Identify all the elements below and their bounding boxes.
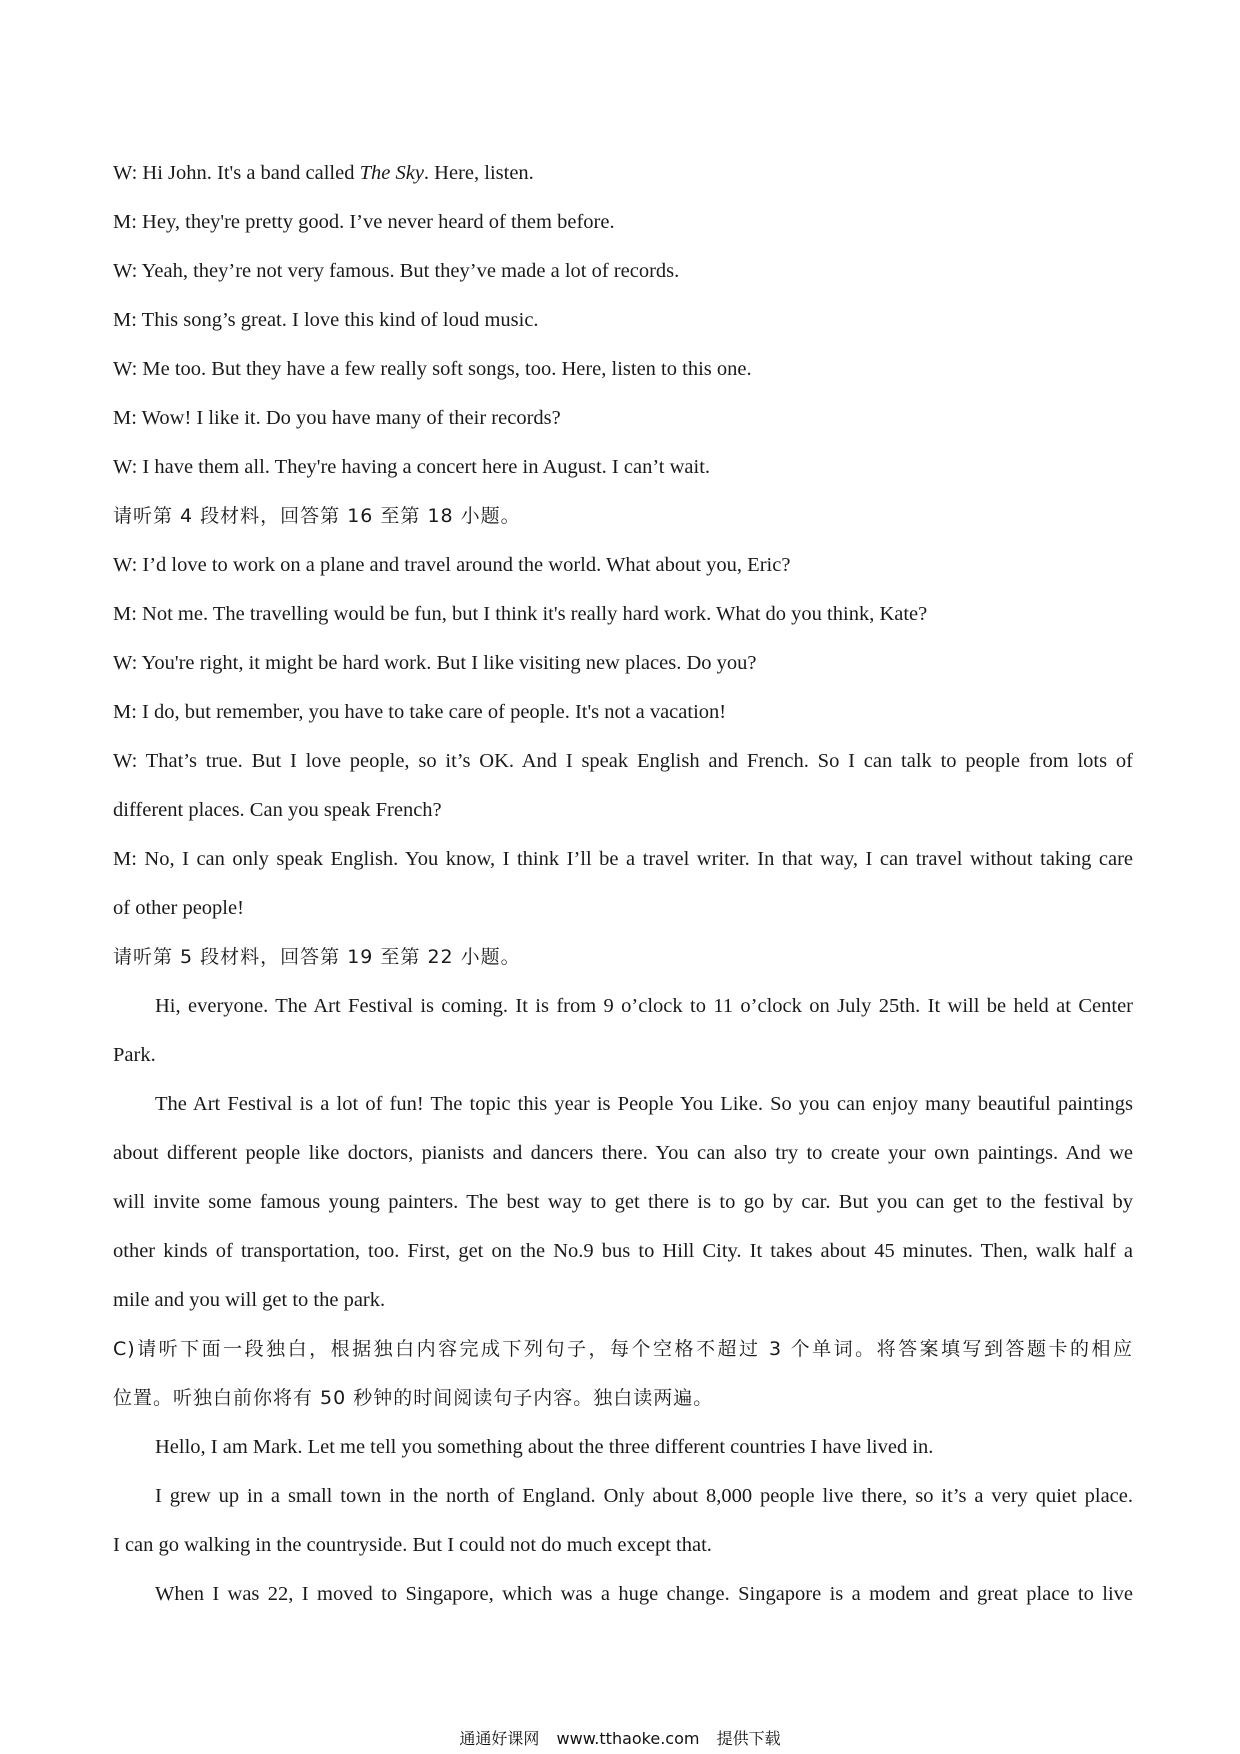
dialogue-line [113,158,1133,188]
part-c-instructions: C)请听下面一段独白，根据独白内容完成下列句子，每个空格不超过 3 个单词。将答案填写到答题卡的相应 [113,1338,1133,1360]
page-footer [0,1726,1240,1749]
footer-url[interactable]: www.tthaoke.com [556,1729,700,1748]
section-heading: 请听第 4 段材料，回答第 16 至第 18 小题。 [113,505,521,527]
dialogue-line: M: Hey, they're pretty good. I’ve never heard of them before. [113,211,615,233]
paragraph-line: Hi, everyone. The Art Festival is coming. It is from 9 o’clock to 11 o’clock on July 25th. It will be held at Center [155,995,1133,1017]
paragraph-line: I can go walking in the countryside. But I could not do much except that. [113,1534,712,1556]
footer-site-name: 通通好课网 [459,1729,540,1748]
paragraph-line: Park. [113,1044,156,1066]
part-c-instructions: 位置。听独白前你将有 50 秒钟的时间阅读句子内容。独白读两遍。 [113,1387,714,1409]
band-name: The Sky [359,162,424,184]
paragraph-line: The Art Festival is a lot of fun! The topic this year is People You Like. So you can enjoy many beautiful paintings [155,1093,1133,1115]
dialogue-line: W: That’s true. But I love people, so it’s OK. And I speak English and French. So I can talk to people from lots of [113,750,1133,772]
dialogue-text: . Here, listen. [423,162,534,184]
dialogue-line: M: Wow! I like it. Do you have many of their records? [113,407,561,429]
dialogue-text: W: Hi John. It's a band called [113,162,360,184]
paragraph-line: about different people like doctors, pianists and dancers there. You can also try to create your own paintings. And we [113,1142,1133,1164]
paragraph-line: other kinds of transportation, too. First, get on the No.9 bus to Hill City. It takes about 45 minutes. Then, walk half a [113,1240,1133,1262]
dialogue-line: W: Me too. But they have a few really soft songs, too. Here, listen to this one. [113,358,752,380]
dialogue-line: of other people! [113,897,244,919]
dialogue-line: W: I have them all. They're having a concert here in August. I can’t wait. [113,456,711,478]
dialogue-line: W: You're right, it might be hard work. But I like visiting new places. Do you? [113,652,757,674]
paragraph-line: I grew up in a small town in the north of England. Only about 8,000 people live there, so it’s a very quiet place. [155,1485,1133,1507]
footer-suffix: 提供下载 [716,1729,781,1748]
dialogue-line: M: No, I can only speak English. You know, I think I’ll be a travel writer. In that way, I can travel without taking care [113,848,1133,870]
dialogue-line: M: Not me. The travelling would be fun, but I think it's really hard work. What do you think, Kate? [113,603,928,625]
paragraph-line: will invite some famous young painters. The best way to get there is to go by car. But you can get to the festival by [113,1191,1133,1213]
dialogue-line: W: Yeah, they’re not very famous. But they’ve made a lot of records. [113,260,680,282]
dialogue-line: W: I’d love to work on a plane and travel around the world. What about you, Eric? [113,554,791,576]
dialogue-line: M: This song’s great. I love this kind of loud music. [113,309,539,331]
section-heading: 请听第 5 段材料，回答第 19 至第 22 小题。 [113,946,521,968]
paragraph-line: Hello, I am Mark. Let me tell you something about the three different countries I have lived in. [155,1436,934,1458]
dialogue-line: M: I do, but remember, you have to take care of people. It's not a vacation! [113,701,727,723]
paragraph-line: When I was 22, I moved to Singapore, which was a huge change. Singapore is a modem and great place to live [155,1583,1133,1605]
paragraph-line: mile and you will get to the park. [113,1289,386,1311]
dialogue-line: different places. Can you speak French? [113,799,442,821]
